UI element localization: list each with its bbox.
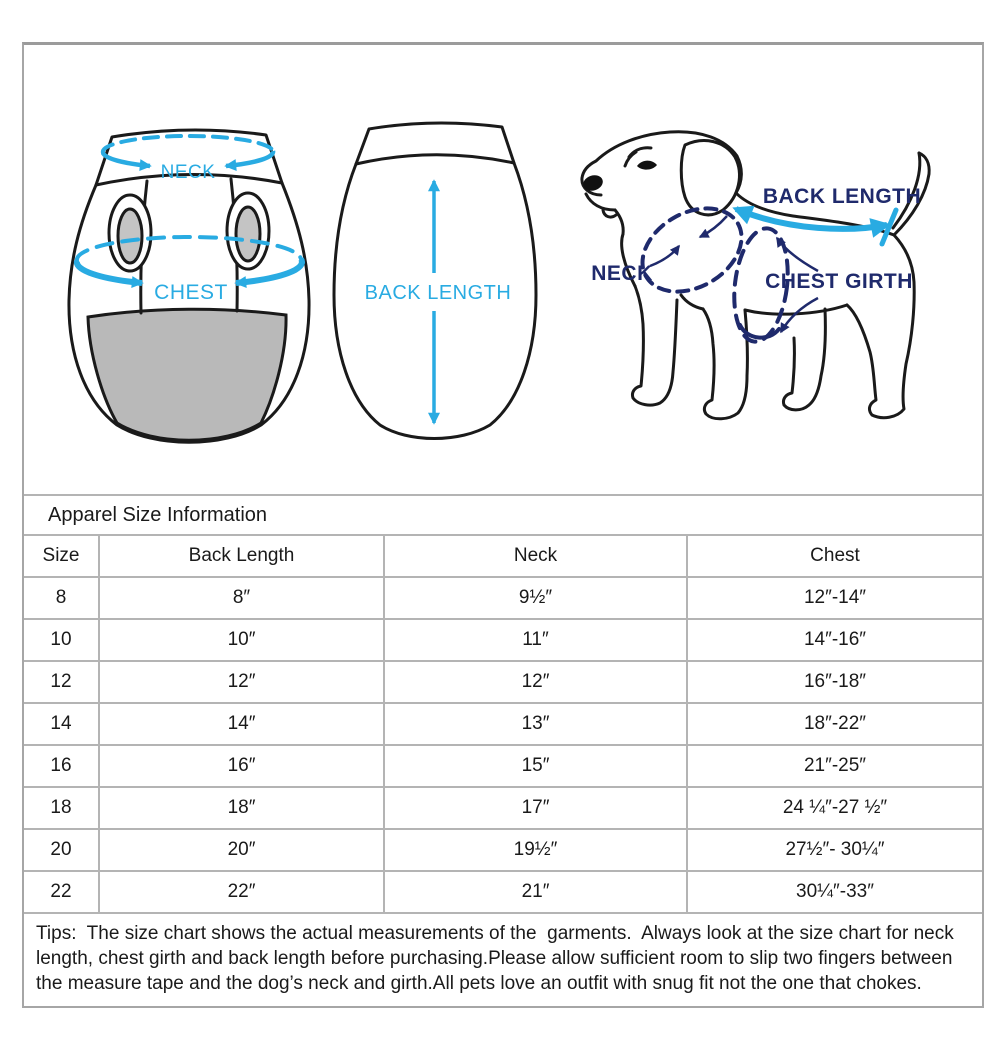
table-cell: 16″-18″ <box>686 662 982 702</box>
table-cell: 12″-14″ <box>686 578 982 618</box>
table-cell: 16″ <box>98 746 383 786</box>
table-cell: 18″ <box>98 788 383 828</box>
column-header-neck: Neck <box>383 536 686 576</box>
belly-panel <box>88 309 286 440</box>
table-cell: 11″ <box>383 620 686 660</box>
table-cell: 20″ <box>98 830 383 870</box>
table-cell: 9½″ <box>383 578 686 618</box>
table-row <box>24 662 982 704</box>
table-cell: 24 ¼″-27 ½″ <box>686 788 982 828</box>
dog-chest-girth-label: CHEST GIRTH <box>765 270 913 293</box>
table-cell: 20 <box>50 839 72 860</box>
table-cell: 18 <box>50 797 72 818</box>
table-cell: 18″-22″ <box>686 704 982 744</box>
chest-measure-loop <box>77 237 302 283</box>
table-cell: 14 <box>50 713 72 734</box>
table-cell: 22 <box>50 881 72 902</box>
table-cell: 14″ <box>98 704 383 744</box>
measurement-diagrams-svg <box>24 45 982 494</box>
table-row <box>24 788 982 830</box>
column-header-size: Size <box>42 545 80 566</box>
table-cell: 10″ <box>98 620 383 660</box>
table-cell: 10 <box>50 629 72 650</box>
column-header-chest: Chest <box>686 536 982 576</box>
back-garment-length-label: BACK LENGTH <box>364 282 512 304</box>
table-row <box>24 704 982 746</box>
table-cell: 21″-25″ <box>686 746 982 786</box>
dog-ear <box>681 141 739 215</box>
front-neck-label: NECK <box>160 162 216 183</box>
size-chart-sheet <box>22 42 984 1008</box>
table-cell: 12″ <box>383 662 686 702</box>
table-cell: 8 <box>55 587 67 608</box>
table-cell: 30¼″-33″ <box>686 872 982 912</box>
table-header-row <box>24 536 982 578</box>
column-header-back-length: Back Length <box>98 536 383 576</box>
table-title: Apparel Size Information <box>24 496 982 536</box>
table-row <box>24 830 982 872</box>
table-cell: 22″ <box>98 872 383 912</box>
tips-text: Tips: The size chart shows the actual measurements of the garments. Always look at the size chart for neck length, chest girth and back length before purchasing.Please allow sufficient room to slip two fingers between the measure tape and the dog’s neck and girth.All pets love an outfit with snug fit not the one that chokes. <box>36 923 959 994</box>
dog-figure <box>581 132 929 419</box>
dog-neck-label: NECK <box>591 262 653 285</box>
dog-eye <box>637 161 657 170</box>
table-cell: 21″ <box>383 872 686 912</box>
table-row <box>24 872 982 914</box>
table-cell: 8″ <box>98 578 383 618</box>
table-cell: 13″ <box>383 704 686 744</box>
table-cell: 15″ <box>383 746 686 786</box>
table-cell: 17″ <box>383 788 686 828</box>
table-cell: 14″-16″ <box>686 620 982 660</box>
table-row <box>24 620 982 662</box>
back-garment-figure <box>334 123 536 439</box>
front-chest-label: CHEST <box>154 281 228 304</box>
front-garment-figure <box>69 130 309 442</box>
dog-back-length-label: BACK LENGTH <box>762 185 922 208</box>
table-cell: 16 <box>50 755 72 776</box>
table-cell: 19½″ <box>383 830 686 870</box>
table-cell: 12″ <box>98 662 383 702</box>
table-cell: 12 <box>50 671 72 692</box>
table-row <box>24 746 982 788</box>
measurement-diagrams <box>24 45 982 496</box>
table-body <box>24 578 982 914</box>
table-cell: 27½″- 30¼″ <box>686 830 982 870</box>
table-row <box>24 578 982 620</box>
